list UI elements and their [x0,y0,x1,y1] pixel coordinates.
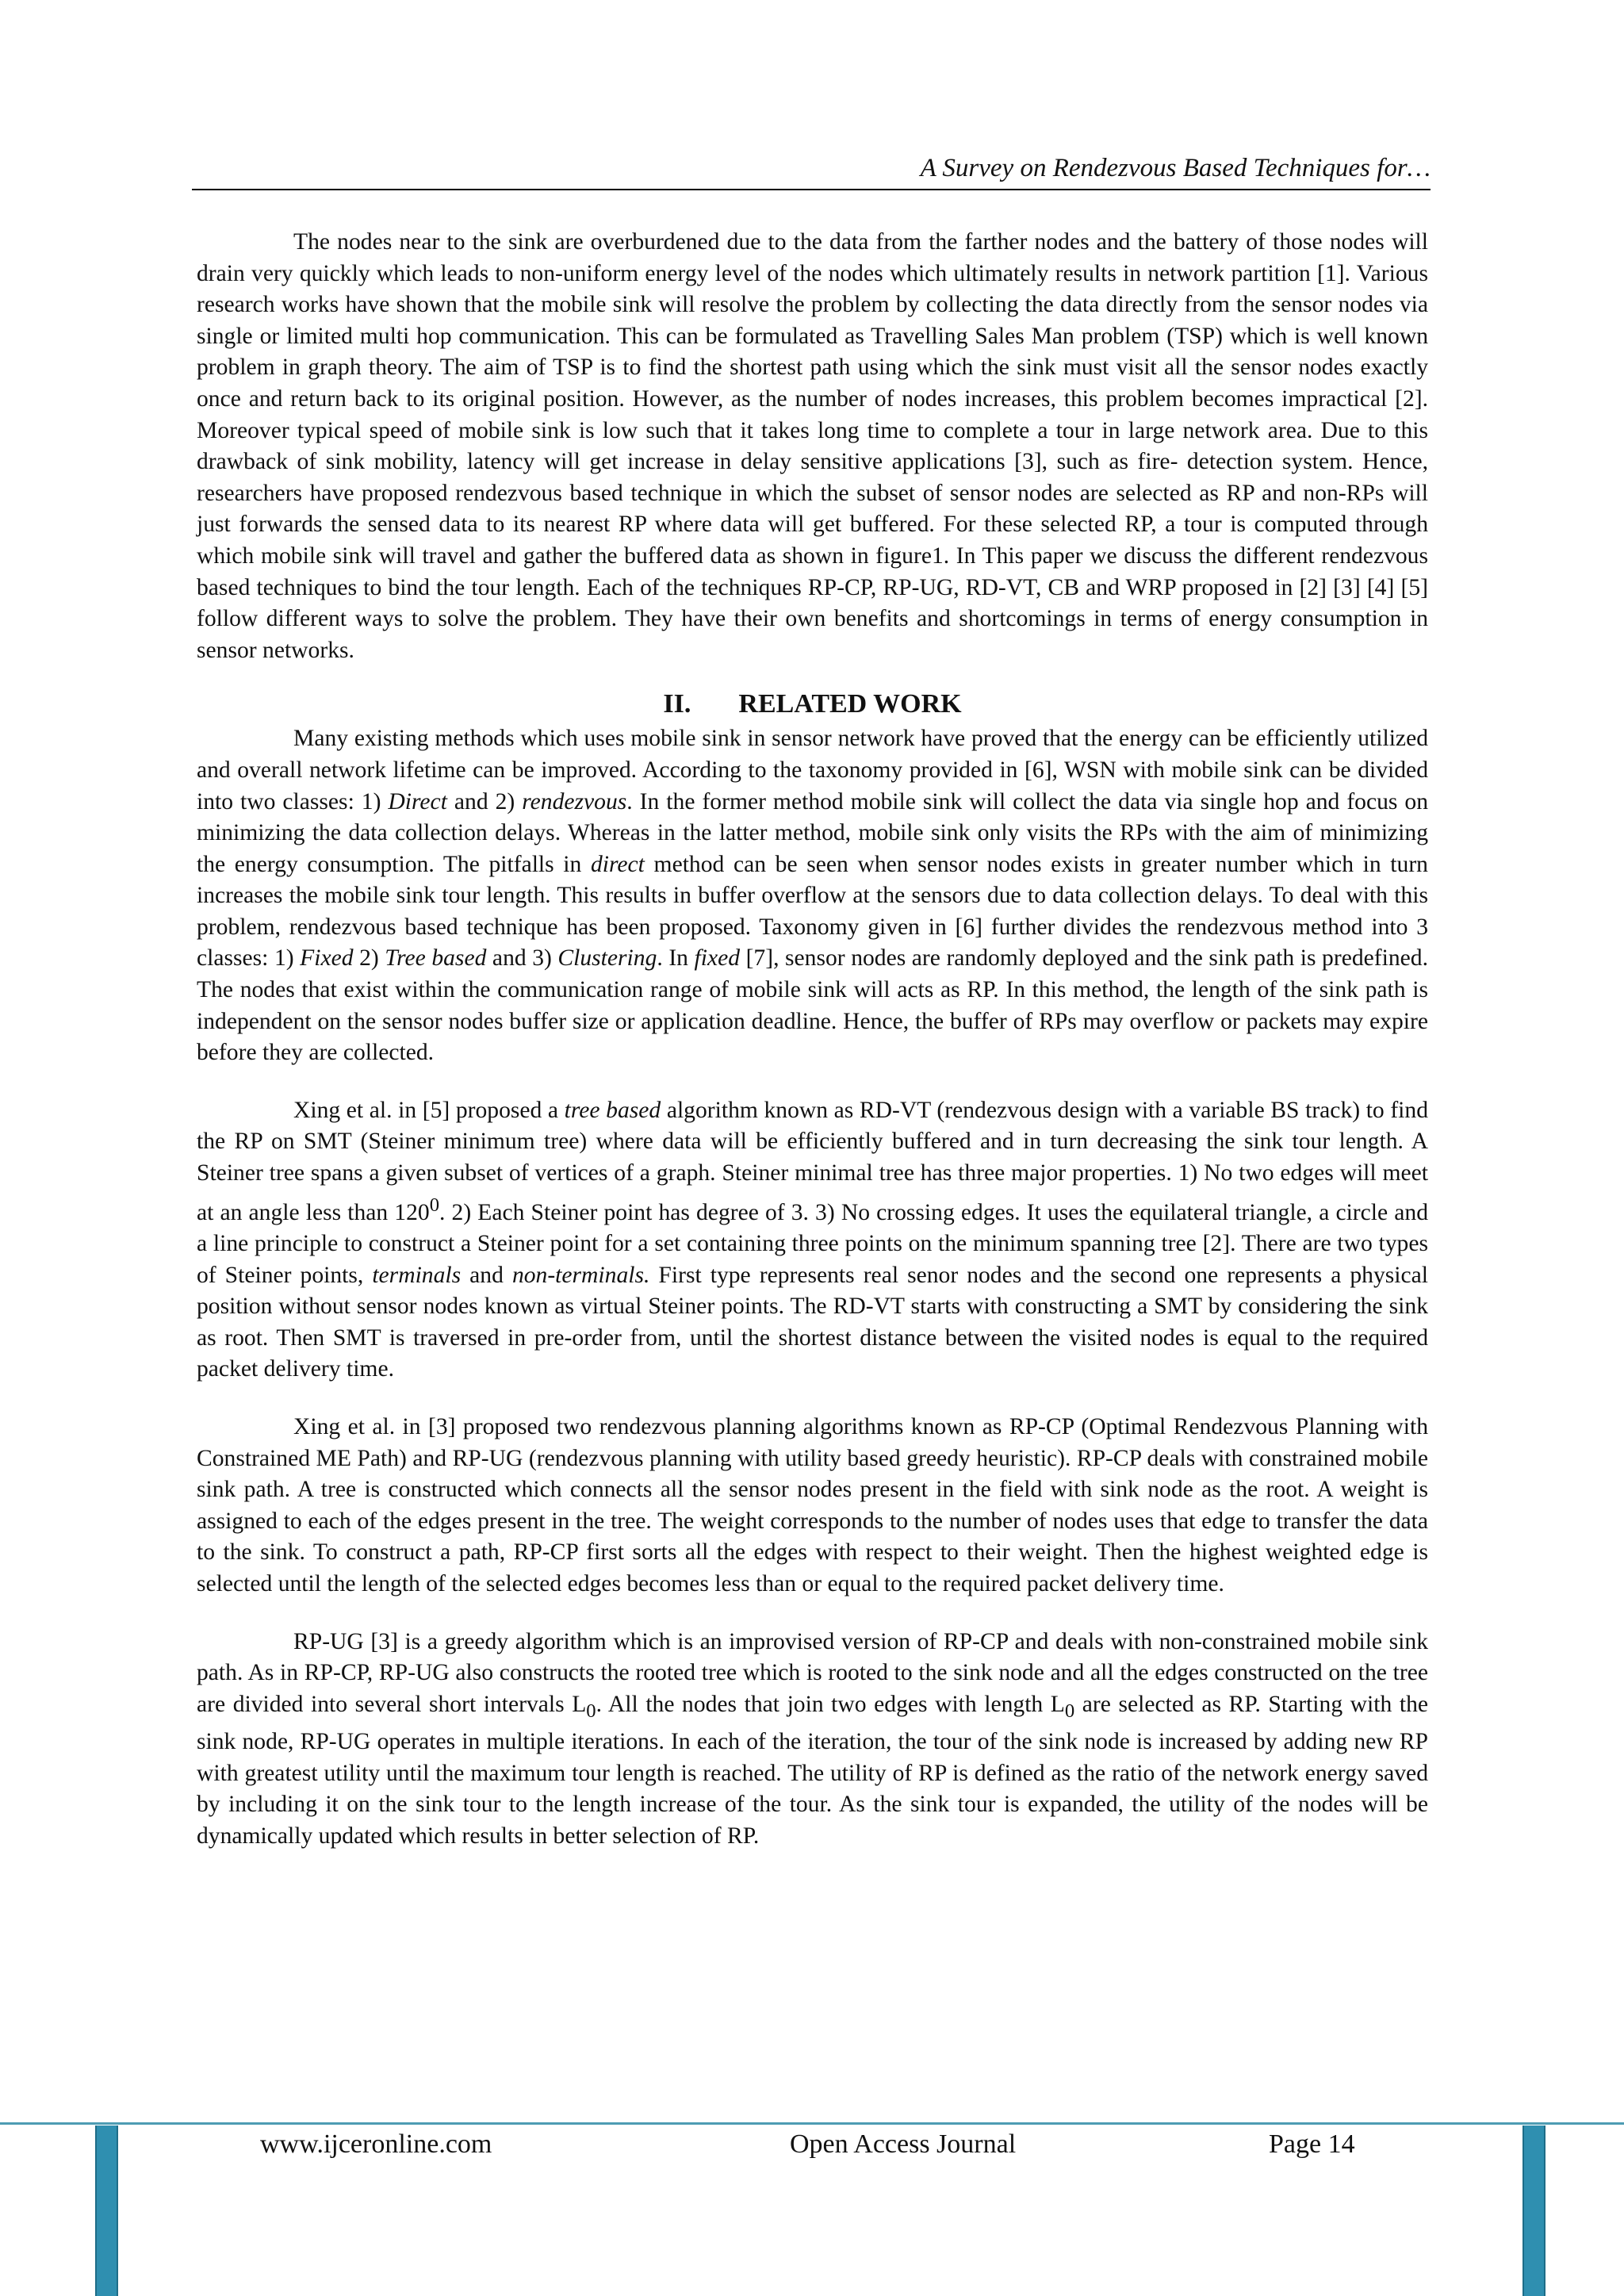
footer-website: www.ijceronline.com [260,2129,492,2159]
section-heading [197,688,1428,720]
footer-left-bar [95,2125,118,2296]
related-work-paragraph-4: RP-UG [3] is a greedy algorithm which is an improvised version of RP-CP and deals with non-constrained mobile sink path. As in RP-CP, RP-UG also constructs the rooted tree which is rooted to the sink node and all the edges constructed on the tree are divided into several short intervals $L_0$. All the nodes that join two edges with length $L_0$ are selected as RP. Starting with the sink node, RP-UG operates in multiple iterations. In each of the iteration, the tour of the sink node is increased by adding new RP with greatest utility until the maximum tour length is reached. The utility of RP is defined as the ratio of the network energy saved by including it on the sink tour to the length increase of the tour. As the sink tour is expanded, the utility of the nodes will be dynamically updated which results in better selection of RP. [197,1628,1429,1849]
footer-page-number: Page 14 [1269,2129,1355,2159]
footer-rule [0,2122,1624,2125]
related-work-paragraph-3: Xing et al. in [3] proposed two rendezvous planning algorithms known as RP-CP (Optimal Rendezvous Planning with Constrained ME Path) and RP-UG (rendezvous planning with utility based greedy heuristic). RP-CP deals with constrained mobile sink path. A tree is constructed which connects all the sensor nodes present in the field with sink node as the root. A weight is assigned to each of the edges present in the tree. The weight corresponds to the number of nodes uses that edge to transfer the data to the sink. To construct a path, RP-CP first sorts all the edges with respect to their weight. Then the highest weighted edge is selected until the length of the selected edges becomes less than or equal to the required packet delivery time. [197,1414,1428,1597]
running-header: A Survey on Rendezvous Based Techniques for… [920,154,1431,182]
article-body [197,227,1428,1853]
footer-right-bar [1522,2125,1545,2296]
section-number: II. [663,689,691,719]
related-work-paragraph-2: Xing et al. in [5] proposed a tree based algorithm known as RD-VT (rendezvous design with a variable BS track) to find the RP on SMT (Steiner minimum tree) where data will be efficiently buffered and in turn decreasing the sink tour length. A Steiner tree spans a given subset of vertices of a graph. Steiner minimal tree has three major properties. 1) No two edges will meet at an angle less than $120^0$. 2) Each Steiner point has degree of 3. 3) No crossing edges. It uses the equilateral triangle, a circle and a line principle to construct a Steiner point for a set containing three points on the minimum spanning tree [2]. There are two types of Steiner points, terminals and non-terminals. First type represents real senor nodes and the second one represents a physical position without sensor nodes known as virtual Steiner points. The RD-VT starts with constructing a SMT by considering the sink as root. Then SMT is traversed in pre-order from, until the shortest distance between the visited nodes is equal to the required packet delivery time. [197,1097,1428,1382]
intro-paragraph: The nodes near to the sink are overburdened due to the data from the farther nodes and the battery of those nodes will drain very quickly which leads to non-uniform energy level of the nodes which ultimately results in network partition [1]. Various research works have shown that the mobile sink will resolve the problem by collecting the data directly from the sensor nodes via single or limited multi hop communication. This can be formulated as Travelling Sales Man problem (TSP) which is well known problem in graph theory. The aim of TSP is to find the shortest path using which the sink must visit all the sensor nodes exactly once and return back to its original position. However, as the number of nodes increases, this problem becomes impractical [2]. Moreover typical speed of mobile sink is low such that it takes long time to complete a tour in large network area. Due to this drawback of sink mobility, latency will get increase in delay sensitive applications [3], such as fire- detection system. Hence, researchers have proposed rendezvous based technique in which the subset of sensor nodes are selected as RP and non-RPs will just forwards the sensed data to its nearest RP where data will get buffered. For these selected RP, a tour is computed through which mobile sink will travel and gather the buffered data as shown in figure1. In This paper we discuss the different rendezvous based techniques to bind the tour length. Each of the techniques RP-CP, RP-UG, RD-VT, CB and WRP proposed in [2] [3] [4] [5] follow different ways to solve the problem. They have their own benefits and shortcomings in terms of energy consumption in sensor networks. [197,229,1428,663]
section-title: RELATED WORK [738,689,962,719]
header-rule [192,189,1431,190]
footer-journal: Open Access Journal [790,2129,1017,2159]
related-work-paragraph-1: Many existing methods which uses mobile sink in sensor network have proved that the energy can be efficiently utilized and overall network lifetime can be improved. According to the taxonomy provided in [6], WSN with mobile sink can be divided into two classes: 1) Direct and 2) rendezvous. In the former method mobile sink will collect the data via single hop and focus on minimizing the data collection delays. Whereas in the latter method, mobile sink only visits the RPs with the aim of minimizing the energy consumption. The pitfalls in direct method can be seen when sensor nodes exists in greater number which in turn increases the mobile sink tour length. This results in buffer overflow at the sensors due to data collection delays. To deal with this problem, rendezvous based technique has been proposed. Taxonomy given in [6] further divides the rendezvous method into 3 classes: 1) Fixed 2) Tree based and 3) Clustering. In fixed [7], sensor nodes are randomly deployed and the sink path is predefined. The nodes that exist within the communication range of mobile sink will acts as RP. In this method, the length of the sink path is independent on the sensor nodes buffer size or application deadline. Hence, the buffer of RPs may overflow or packets may expire before they are collected. [197,726,1428,1066]
